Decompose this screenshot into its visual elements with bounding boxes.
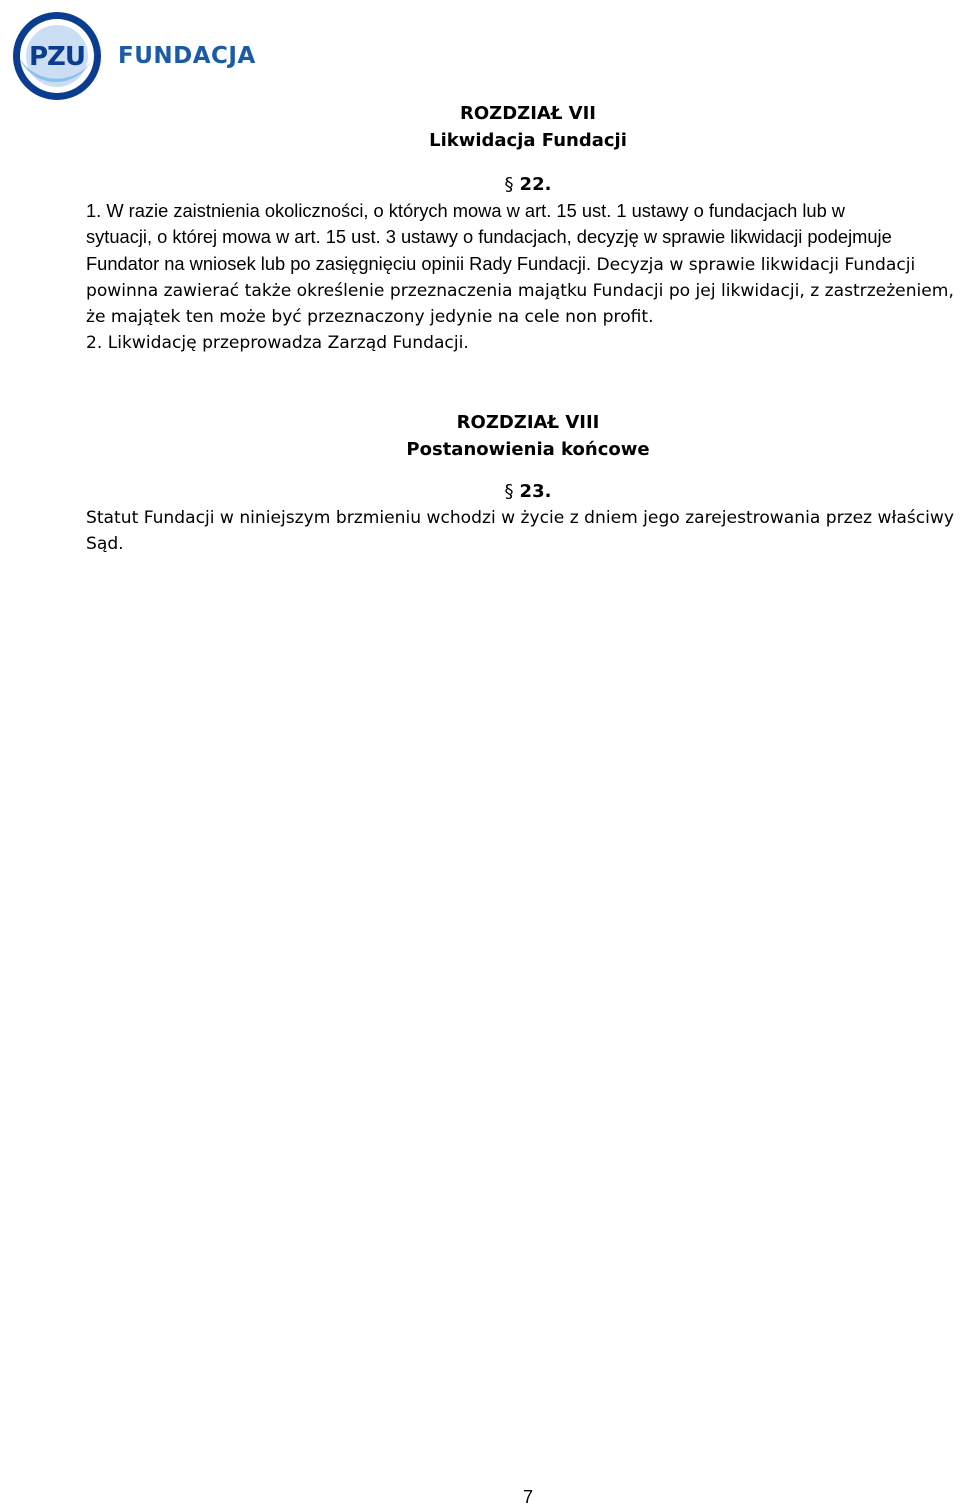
para-22-line-1: 1. W razie zaistnienia okoliczności, o których mowa w art. 15 ust. 1 ustawy o fundacjach lub w bbox=[86, 200, 846, 221]
para-22-line-5: że majątek ten może być przeznaczony jedynie na cele non profit. bbox=[86, 307, 654, 328]
document-content bbox=[86, 96, 960, 557]
pzu-logo-icon bbox=[12, 11, 102, 101]
section-23-heading bbox=[86, 479, 960, 505]
logo-mark-text: PZU bbox=[28, 42, 86, 72]
para-22-line-3 bbox=[86, 251, 960, 278]
chapter-7-subtitle: Likwidacja Fundacji bbox=[429, 130, 627, 151]
para-22-line-4: powinna zawierać także określenie przeznaczenia majątku Fundacji po jej likwidacji, z zastrzeżeniem, bbox=[86, 280, 954, 301]
para-22-line-3-part-b: Decyzja w sprawie likwidacji Fundacji bbox=[591, 254, 916, 275]
para-23-line-2: Sąd. bbox=[86, 534, 124, 555]
para-23-line-1: Statut Fundacji w niniejszym brzmieniu wchodzi w życie z dniem jego zarejestrowania przez właściwy bbox=[86, 507, 954, 528]
chapter-7-title: ROZDZIAŁ VII bbox=[460, 103, 596, 124]
section-symbol: § bbox=[504, 480, 514, 502]
para-22-line-3-part-a: Fundator na wniosek lub po zasięgnięciu opinii Rady Fundacji. bbox=[86, 252, 592, 274]
section-symbol: § bbox=[504, 174, 514, 195]
section-23-number: 23. bbox=[519, 480, 552, 502]
chapter-8-title: ROZDZIAŁ VIII bbox=[456, 411, 600, 433]
para-22-line-2: sytuacji, o której mowa w art. 15 ust. 3 ustawy o fundacjach, decyzję w sprawie likwidacji podejmuje bbox=[86, 226, 892, 248]
chapter-8-subtitle: Postanowienia końcowe bbox=[406, 438, 650, 460]
page-number: 7 bbox=[522, 1487, 533, 1507]
logo-foundation-name: FUNDACJA bbox=[118, 43, 256, 69]
pzu-fundacja-logo bbox=[12, 10, 256, 102]
section-22-heading bbox=[86, 172, 960, 198]
section-22-number: 22. bbox=[519, 174, 552, 195]
para-22-item-2: 2. Likwidację przeprowadza Zarząd Fundacji. bbox=[86, 333, 469, 354]
